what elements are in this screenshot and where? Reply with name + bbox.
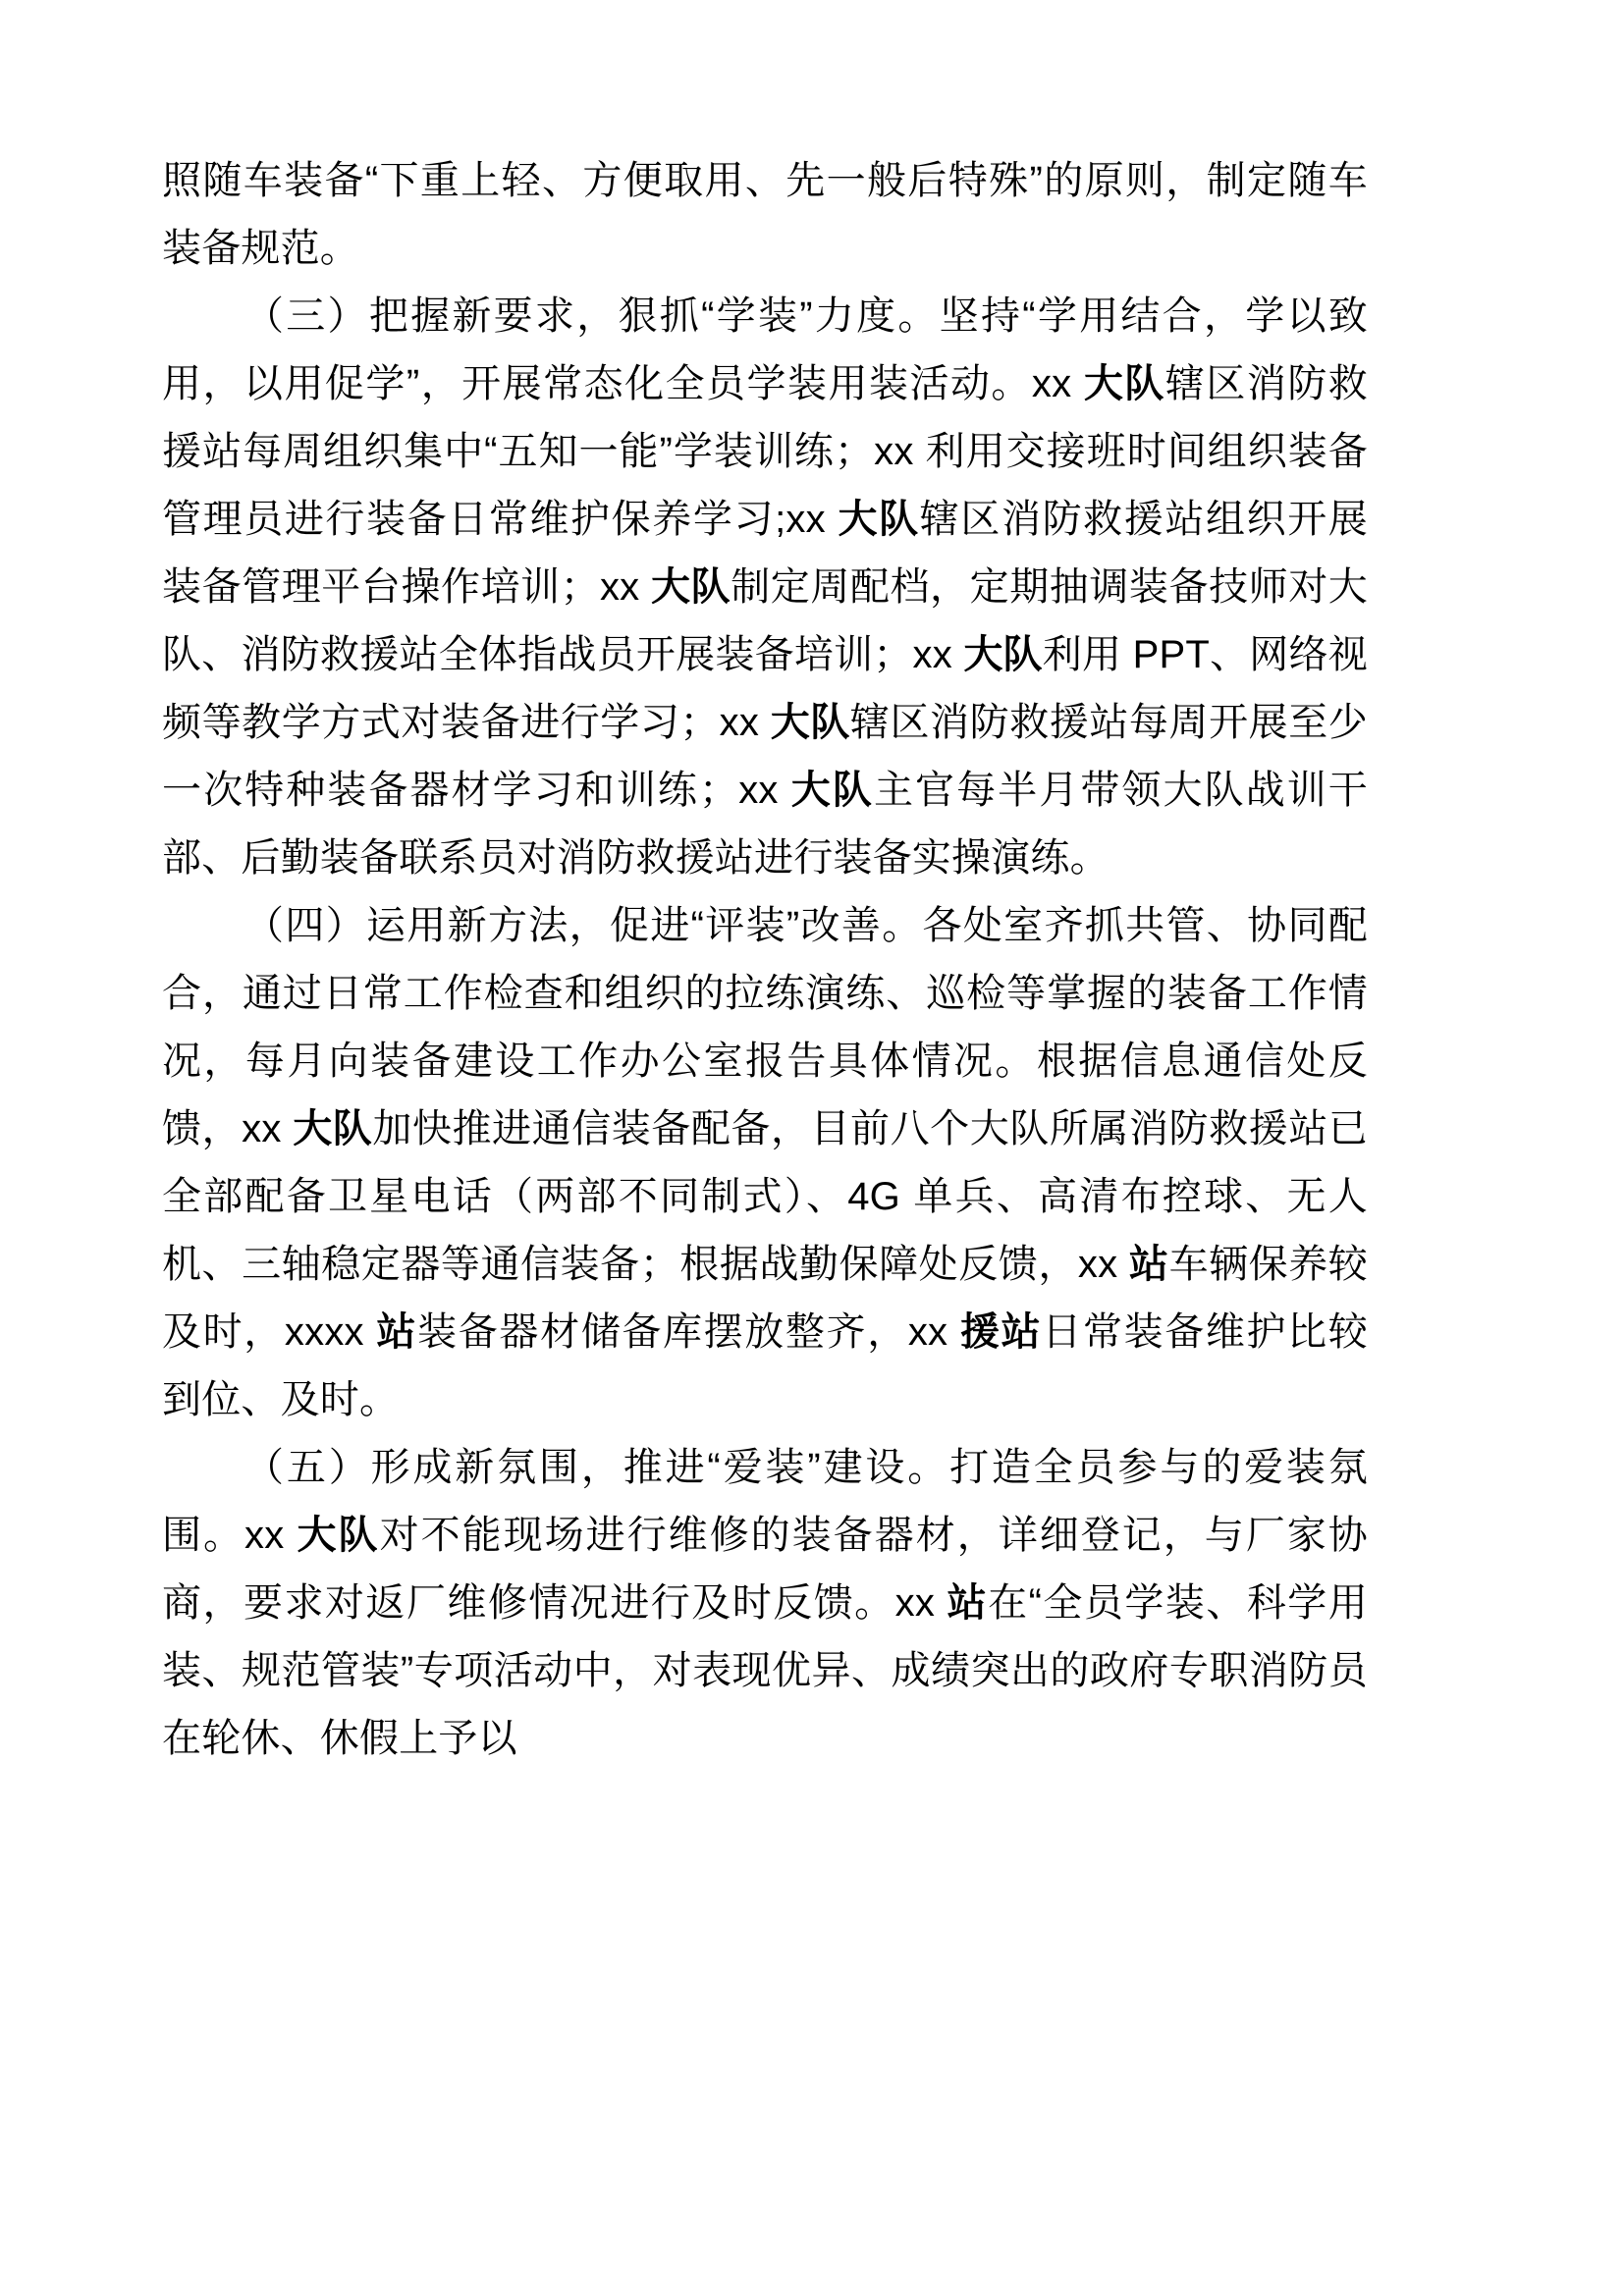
emphasis-text: 援站: [960, 1310, 1043, 1354]
document-text-body: [162, 147, 1368, 1773]
body-text: 对不能现场进行维修的装备器材，详细登记，与厂家协商，要求对返厂维修情况进行及时反馈。xx: [162, 1514, 1368, 1625]
body-text: 辖区消防救援站每周开展至少一次特种装备器材学习和训练；xx: [162, 701, 1368, 812]
emphasis-text: 大队: [770, 701, 850, 744]
body-text: 辖区消防救援站组织开展装备管理平台操作培训；xx: [162, 498, 1369, 609]
emphasis-text: 大队: [651, 565, 731, 609]
para-section-5: [162, 1434, 1368, 1773]
body-text: （三）把握新要求，狠抓“学装”力度。坚持“学用结合，学以致用，以用促学”，开展常态化全员学装用装活动。xx: [162, 294, 1368, 405]
emphasis-text: 大队: [790, 769, 874, 812]
emphasis-text: 大队: [963, 633, 1043, 676]
body-text: 在“全员学装、科学用装、规范管装”专项活动中，对表现优异、成绩突出的政府专职消防员在轮休、休假上予以: [162, 1581, 1368, 1760]
emphasis-text: 站: [947, 1581, 989, 1625]
emphasis-text: 大队: [297, 1514, 380, 1557]
emphasis-text: 大队: [838, 498, 920, 541]
body-text: 装备器材储备库摆放整齐，xx: [417, 1310, 961, 1354]
body-text: （四）运用新方法，促进“评装”改善。各处室齐抓共管、协同配合，通过日常工作检查和组织的拉练演练、巡检等掌握的装备工作情况，每月向装备建设工作办公室报告具体情况。根据信息通信处反馈，xx: [162, 904, 1368, 1150]
body-text: 日常装备维护比较到位、及时。: [162, 1310, 1369, 1421]
body-text: 制定周配档，定期抽调装备技师对大队、消防救援站全体指战员开展装备培训；xx: [162, 565, 1368, 676]
emphasis-text: 站: [1129, 1243, 1169, 1286]
body-text: 利用 PPT、网络视频等教学方式对装备进行学习；xx: [162, 633, 1368, 744]
para-section-4: [162, 892, 1368, 1434]
body-text: 车辆保养较及时，xxxx: [162, 1243, 1369, 1354]
body-text: 照随车装备“下重上轻、方便取用、先一般后特殊”的原则，制定随车装备规范。: [162, 159, 1368, 270]
para-continuation: [162, 147, 1368, 283]
emphasis-text: 大队: [1083, 362, 1165, 405]
body-text: （五）形成新氛围，推进“爱装”建设。打造全员参与的爱装氛围。xx: [162, 1446, 1368, 1557]
body-text: 加快推进通信装备配备，目前八个大队所属消防救援站已全部配备卫星电话（两部不同制式）、4G 单兵、高清布控球、无人机、三轴稳定器等通信装备；根据战勤保障处反馈，xx: [162, 1107, 1368, 1286]
body-text: 主官每半月带领大队战训干部、后勤装备联系员对消防救援站进行装备实操演练。: [162, 769, 1368, 880]
emphasis-text: 站: [376, 1310, 418, 1354]
body-text: 辖区消防救援站每周组织集中“五知一能”学装训练；xx 利用交接班时间组织装备管理员进行装备日常维护保养学习;xx: [162, 362, 1368, 541]
emphasis-text: 大队: [293, 1107, 373, 1150]
para-section-3: [162, 283, 1368, 892]
